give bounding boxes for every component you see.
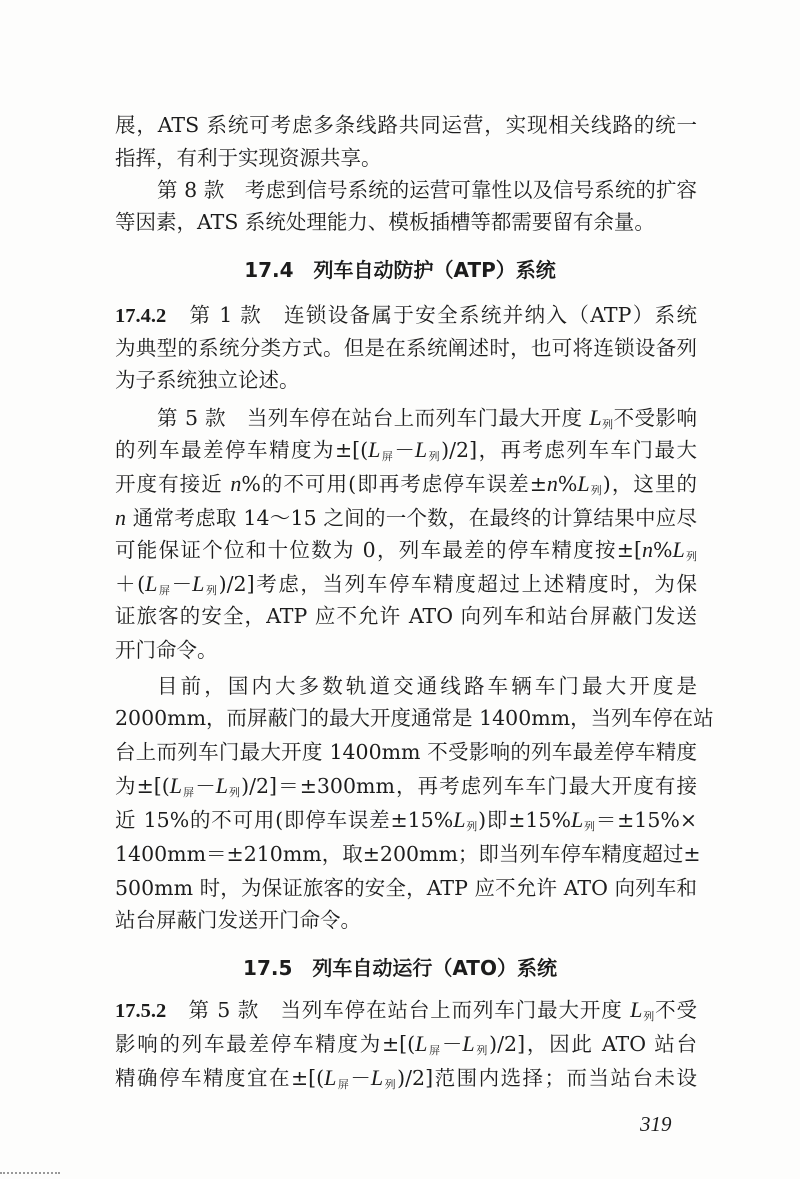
variable-symbol: L bbox=[368, 437, 381, 462]
text-line bbox=[115, 1064, 697, 1099]
variable-subscript: 列 bbox=[474, 1045, 490, 1057]
variable-symbol: L bbox=[414, 437, 428, 462]
text-run: － bbox=[394, 438, 415, 462]
variable-subscript: 列 bbox=[601, 419, 614, 431]
text-run: － bbox=[195, 774, 216, 798]
text-run: 第 8 款 考虑到信号系统的运营可靠性以及信号系统的扩容 bbox=[157, 178, 697, 202]
text-line bbox=[115, 602, 697, 630]
text-run: 不受 bbox=[655, 998, 698, 1022]
text-run: 等因素，ATS 系统处理能力、模板插槽等都需要留有余量。 bbox=[115, 210, 655, 234]
text-line bbox=[115, 1030, 697, 1065]
math-variable bbox=[415, 1031, 442, 1056]
clause-number: 17.5.2 bbox=[115, 1000, 167, 1022]
text-line bbox=[115, 334, 697, 362]
math-variable bbox=[589, 405, 613, 430]
text-run: % bbox=[557, 472, 578, 496]
text-run: 的列车最差停车精度为±[( bbox=[115, 438, 369, 462]
variable-symbol: n bbox=[546, 471, 558, 496]
text-line bbox=[115, 301, 697, 330]
clause-number: 17.4.2 bbox=[115, 305, 167, 327]
text-line bbox=[115, 436, 697, 471]
section-heading: 17.5 列车自动运行（ATO）系统 bbox=[243, 956, 557, 980]
text-run: )，这里的 bbox=[602, 472, 698, 496]
text-run: 为典型的系统分类方式。但是在系统阐述时，也可将连锁设备列 bbox=[115, 336, 697, 360]
page-number: 319 bbox=[640, 1112, 672, 1136]
text-run: % bbox=[652, 538, 673, 562]
text-line bbox=[115, 536, 697, 571]
text-run: 第 5 款 当列车停在站台上而列车门最大开度 bbox=[157, 406, 590, 430]
text-line bbox=[115, 906, 697, 934]
variable-symbol: L bbox=[169, 773, 183, 798]
variable-subscript: 列 bbox=[383, 1079, 398, 1091]
variable-subscript: 列 bbox=[204, 585, 219, 597]
text-line bbox=[115, 704, 714, 732]
text-run: 不受影响 bbox=[613, 406, 697, 430]
text-line bbox=[115, 672, 697, 700]
math-variable bbox=[115, 505, 126, 530]
math-variable bbox=[216, 773, 241, 798]
text-line bbox=[115, 504, 697, 532]
variable-subscript: 屏 bbox=[336, 1079, 351, 1091]
text-run: 为±[( bbox=[115, 774, 170, 798]
variable-symbol: L bbox=[672, 537, 685, 562]
variable-symbol: L bbox=[462, 1031, 475, 1056]
math-variable bbox=[571, 807, 596, 832]
variable-symbol: L bbox=[630, 997, 643, 1022]
text-run: － bbox=[441, 1032, 463, 1056]
math-variable bbox=[371, 1065, 397, 1090]
text-run: 500mm 时，为保证旅客的安全，ATP 应不允许 ATO 向列车和 bbox=[115, 876, 697, 900]
math-variable bbox=[170, 773, 195, 798]
text-run: 开度有接近 bbox=[115, 472, 231, 496]
text-line bbox=[115, 840, 701, 868]
text-run: － bbox=[350, 1066, 371, 1090]
text-run: 为子系统独立论述。 bbox=[115, 368, 300, 392]
text-run: )/2]＝±300mm，再考虑列车车门最大开度有接 bbox=[241, 774, 698, 798]
text-line bbox=[115, 570, 697, 605]
text-run: )/2]考虑，当列车停车精度超过上述精度时，为保 bbox=[218, 572, 698, 596]
variable-symbol: L bbox=[215, 773, 228, 798]
variable-symbol: L bbox=[415, 1031, 428, 1056]
text-run: 1400mm＝±210mm，取±200mm；即当列车停车精度超过± bbox=[115, 842, 701, 866]
variable-symbol: L bbox=[370, 1065, 384, 1090]
text-run: 目前，国内大多数轨道交通线路车辆车门最大开度是 bbox=[157, 674, 697, 698]
text-run: 展，ATS 系统可考虑多条线路共同运营，实现相关线路的统一 bbox=[115, 113, 697, 137]
text-line bbox=[115, 738, 697, 766]
variable-symbol: L bbox=[453, 807, 466, 832]
math-variable bbox=[630, 997, 655, 1022]
math-variable bbox=[577, 471, 602, 496]
variable-symbol: L bbox=[324, 1065, 337, 1090]
text-run: 开门命令。 bbox=[115, 638, 218, 662]
math-variable bbox=[672, 537, 697, 562]
math-variable bbox=[642, 537, 653, 562]
math-variable bbox=[547, 471, 558, 496]
text-run: 证旅客的安全，ATP 应不允许 ATO 向列车和站台屏蔽门发送 bbox=[115, 604, 697, 628]
text-run: )/2]，再考虑列车车门最大 bbox=[441, 438, 698, 462]
text-line bbox=[115, 636, 697, 664]
variable-subscript: 列 bbox=[583, 821, 596, 833]
variable-symbol: L bbox=[570, 807, 584, 832]
math-variable bbox=[415, 437, 441, 462]
math-variable bbox=[324, 1065, 350, 1090]
section-heading: 17.4 列车自动防护（ATP）系统 bbox=[244, 258, 556, 282]
variable-subscript: 列 bbox=[227, 787, 242, 799]
math-variable bbox=[192, 571, 219, 596]
text-run: )/2]，因此 ATO 站台 bbox=[489, 1032, 698, 1056]
math-variable bbox=[462, 1031, 489, 1056]
text-line bbox=[115, 366, 697, 394]
variable-symbol: n bbox=[641, 537, 653, 562]
variable-symbol: L bbox=[577, 471, 590, 496]
math-variable bbox=[368, 437, 394, 462]
text-line bbox=[115, 470, 697, 505]
variable-symbol: L bbox=[192, 571, 205, 596]
text-run: 影响的列车最差停车精度为±[( bbox=[115, 1032, 416, 1056]
text-run: ＋( bbox=[115, 572, 146, 596]
variable-symbol: L bbox=[145, 571, 158, 596]
text-run: %的不可用(即再考虑停车误差± bbox=[241, 472, 547, 496]
text-line bbox=[115, 208, 697, 236]
math-variable bbox=[453, 807, 478, 832]
text-line bbox=[115, 176, 697, 204]
text-run: ＝±15%× bbox=[595, 808, 698, 832]
variable-subscript: 屏 bbox=[380, 451, 395, 463]
math-variable bbox=[230, 471, 241, 496]
text-run: 2000mm，而屏蔽门的最大开度通常是 1400mm，当列车停在站 bbox=[115, 706, 714, 730]
variable-subscript: 屏 bbox=[427, 1045, 442, 1057]
text-run: 第 1 款 连锁设备属于安全系统并纳入（ATP）系统 bbox=[166, 303, 697, 327]
variable-symbol: n bbox=[230, 471, 242, 496]
text-line bbox=[115, 806, 697, 841]
text-run: 指挥，有利于实现资源共享。 bbox=[115, 146, 382, 170]
text-line bbox=[115, 404, 697, 439]
text-run: 精确停车精度宜在±[( bbox=[115, 1066, 325, 1090]
variable-subscript: 列 bbox=[589, 485, 603, 497]
text-run: 通常考虑取 14～15 之间的一个数，在最终的计算结果中应尽 bbox=[126, 506, 697, 530]
text-line bbox=[115, 772, 697, 807]
text-run: 台上而列车门最大开度 1400mm 不受影响的列车最差停车精度 bbox=[115, 740, 697, 764]
variable-symbol: L bbox=[589, 405, 602, 430]
text-run: 站台屏蔽门发送开门命令。 bbox=[115, 908, 361, 932]
variable-subscript: 列 bbox=[684, 551, 698, 563]
variable-subscript: 列 bbox=[427, 451, 442, 463]
text-run: )/2]范围内选择；而当站台未设 bbox=[397, 1066, 698, 1090]
text-line bbox=[115, 144, 697, 172]
variable-subscript: 列 bbox=[642, 1011, 656, 1023]
text-run: － bbox=[171, 572, 193, 596]
text-run: 可能保证个位和十位数为 0，列车最差的停车精度按±[ bbox=[115, 538, 642, 562]
text-line bbox=[115, 111, 697, 139]
text-line bbox=[115, 996, 697, 1031]
variable-symbol: n bbox=[115, 505, 126, 530]
math-variable bbox=[145, 571, 172, 596]
text-run: 第 5 款 当列车停在站台上而列车门最大开度 bbox=[166, 998, 631, 1022]
variable-subscript: 屏 bbox=[182, 787, 196, 799]
scan-edge-mark bbox=[0, 1172, 60, 1174]
variable-subscript: 列 bbox=[465, 821, 479, 833]
text-run: )即±15% bbox=[478, 808, 571, 832]
text-run: 近 15%的不可用(即停车误差±15% bbox=[115, 808, 454, 832]
text-line bbox=[115, 874, 697, 902]
variable-subscript: 屏 bbox=[157, 585, 172, 597]
